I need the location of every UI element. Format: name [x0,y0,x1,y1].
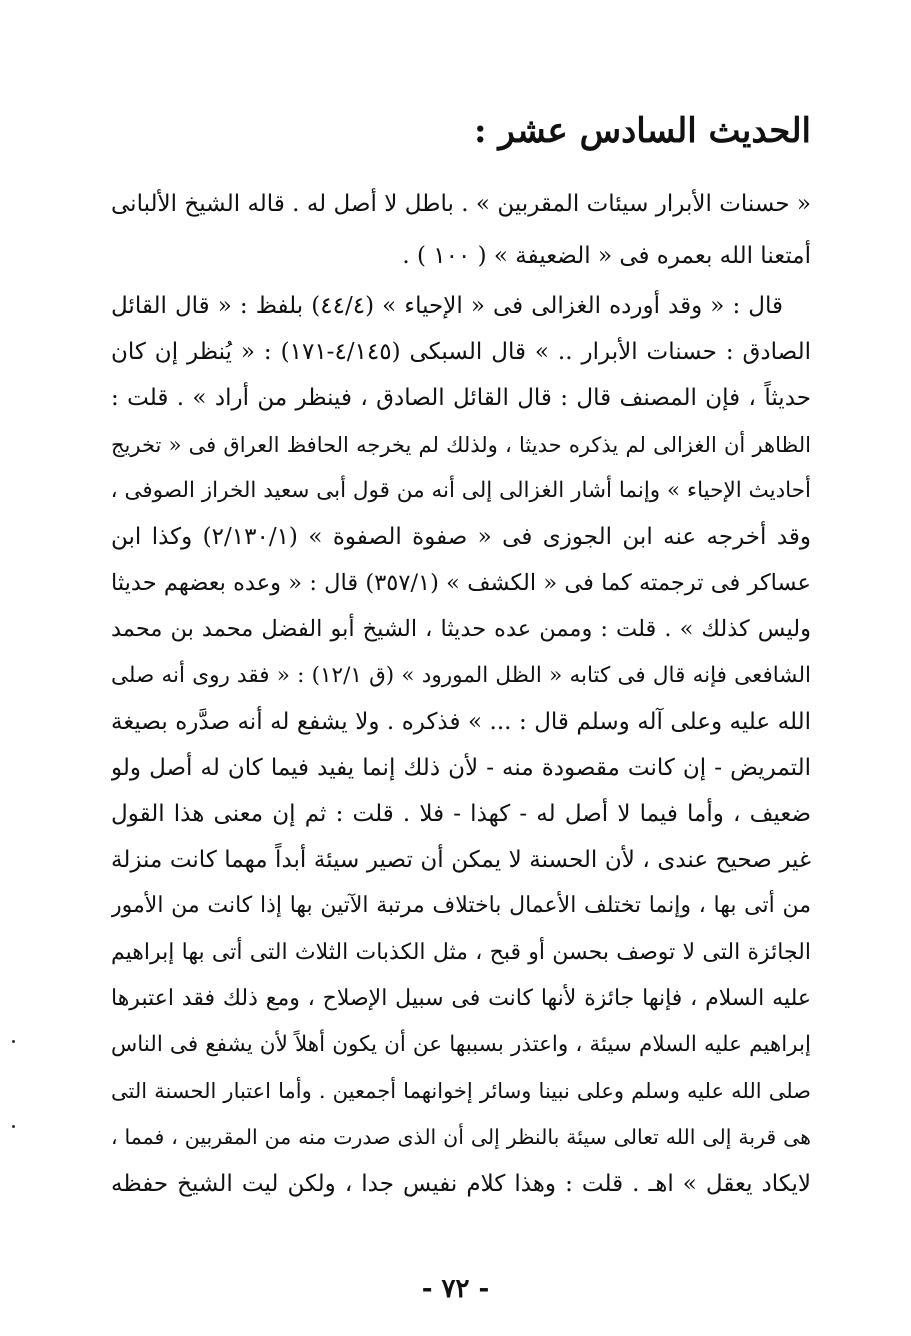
text-line: هى قربة إلى الله تعالى سيئة بالنظر إلى أن الذى صدرت منه من المقربين ، فمما ، [111,1125,811,1150]
text-line: عساكر فى ترجمته كما فى « الكشف » (٣٥٧/١) قال : « وعده بعضهم حديثا [111,570,811,597]
text-line: الصادق : حسنات الأبرار .. » قال السبكى (٤/١٤٥-١٧١) : « يُنظر إن كان [111,339,811,366]
text-line: ضعيف ، وأما فيما لا أصل له - كهذا - فلا . قلت : ثم إن معنى هذا القول [111,801,811,828]
text-line: إبراهيم عليه السلام سيئة ، واعتذر بسببها عن أن يكون أهلاً لأن يشفع فى الناس [111,1032,811,1057]
page-number: - ٧٢ - [421,1274,490,1304]
text-line: قال : « وقد أورده الغزالى فى « الإحياء » (٤٤/٤) بلفظ : « قال القائل [111,293,783,319]
intro-paragraph [111,178,811,282]
commentary-paragraph [111,283,811,1207]
text-line: حديثاً ، فإن المصنف قال : قال القائل الصادق ، فينظر من أراد » . قلت : [111,385,811,412]
text-line: الجائزة التى لا توصف بحسن أو قبح ، مثل الكذبات الثلاث التى أتى بها إبراهيم [111,939,811,965]
text-line: التمريض - إن كانت مقصودة منه - لأن ذلك إنما يفيد فيما كان له أصل ولو [111,754,811,781]
scan-speck [12,1125,15,1128]
text-line: من أتى بها ، وإنما تختلف الأعمال باختلاف مرتبة الآتين بها إذا كانت من الأمور [111,893,811,919]
text-line: « حسنات الأبرار سيئات المقربين » . باطل لا أصل له . قاله الشيخ الألبانى [111,191,811,217]
scan-speck [12,1040,15,1043]
text-line: لايكاد يعقل » اهـ . قلت : وهذا كلام نفيس جدا ، ولكن ليت الشيخ حفظه [111,1170,811,1197]
text-line: صلى الله عليه وسلم وعلى نبينا وسائر إخوانهما أجمعين . وأما اعتبار الحسنة التى [111,1079,811,1104]
text-line: وليس كذلك » . قلت : وممن عده حديثا ، الشيخ أبو الفضل محمد بن محمد [111,616,811,643]
text-line: الله عليه وعلى آله وسلم قال : ... » فذكره . ولا يشفع له أنه صدَّره بصيغة [111,708,811,735]
text-line: عليه السلام ، فإنها جائزة لأنها كانت فى سبيل الإصلاح ، ومع ذلك فقد اعتبرها [111,985,811,1011]
hadith-heading: الحديث السادس عشر : [473,111,811,151]
text-line: الشافعى فإنه قال فى كتابه « الظل المورود » (ق ١٢/١) : « فقد روى أنه صلى [111,662,811,688]
text-line: وقد أخرجه عنه ابن الجوزى فى « صفوة الصفوة » (٢/١٣٠/١) وكذا ابن [111,523,811,550]
text-line: غير صحيح عندى ، لأن الحسنة لا يمكن أن تصير سيئة أبداً مهما كانت منزلة [111,847,811,874]
text-line: أمتعنا الله بعمره فى « الضعيفة » ( ١٠٠ ) . [402,243,811,269]
text-line: أحاديث الإحياء » وإنما أشار الغزالى إلى أنه من قول أبى سعيد الخراز الصوفى ، [111,477,811,503]
text-line: الظاهر أن الغزالى لم يذكره حديثا ، ولذلك لم يخرجه الحافظ العراق فى « تخريج [111,432,811,457]
